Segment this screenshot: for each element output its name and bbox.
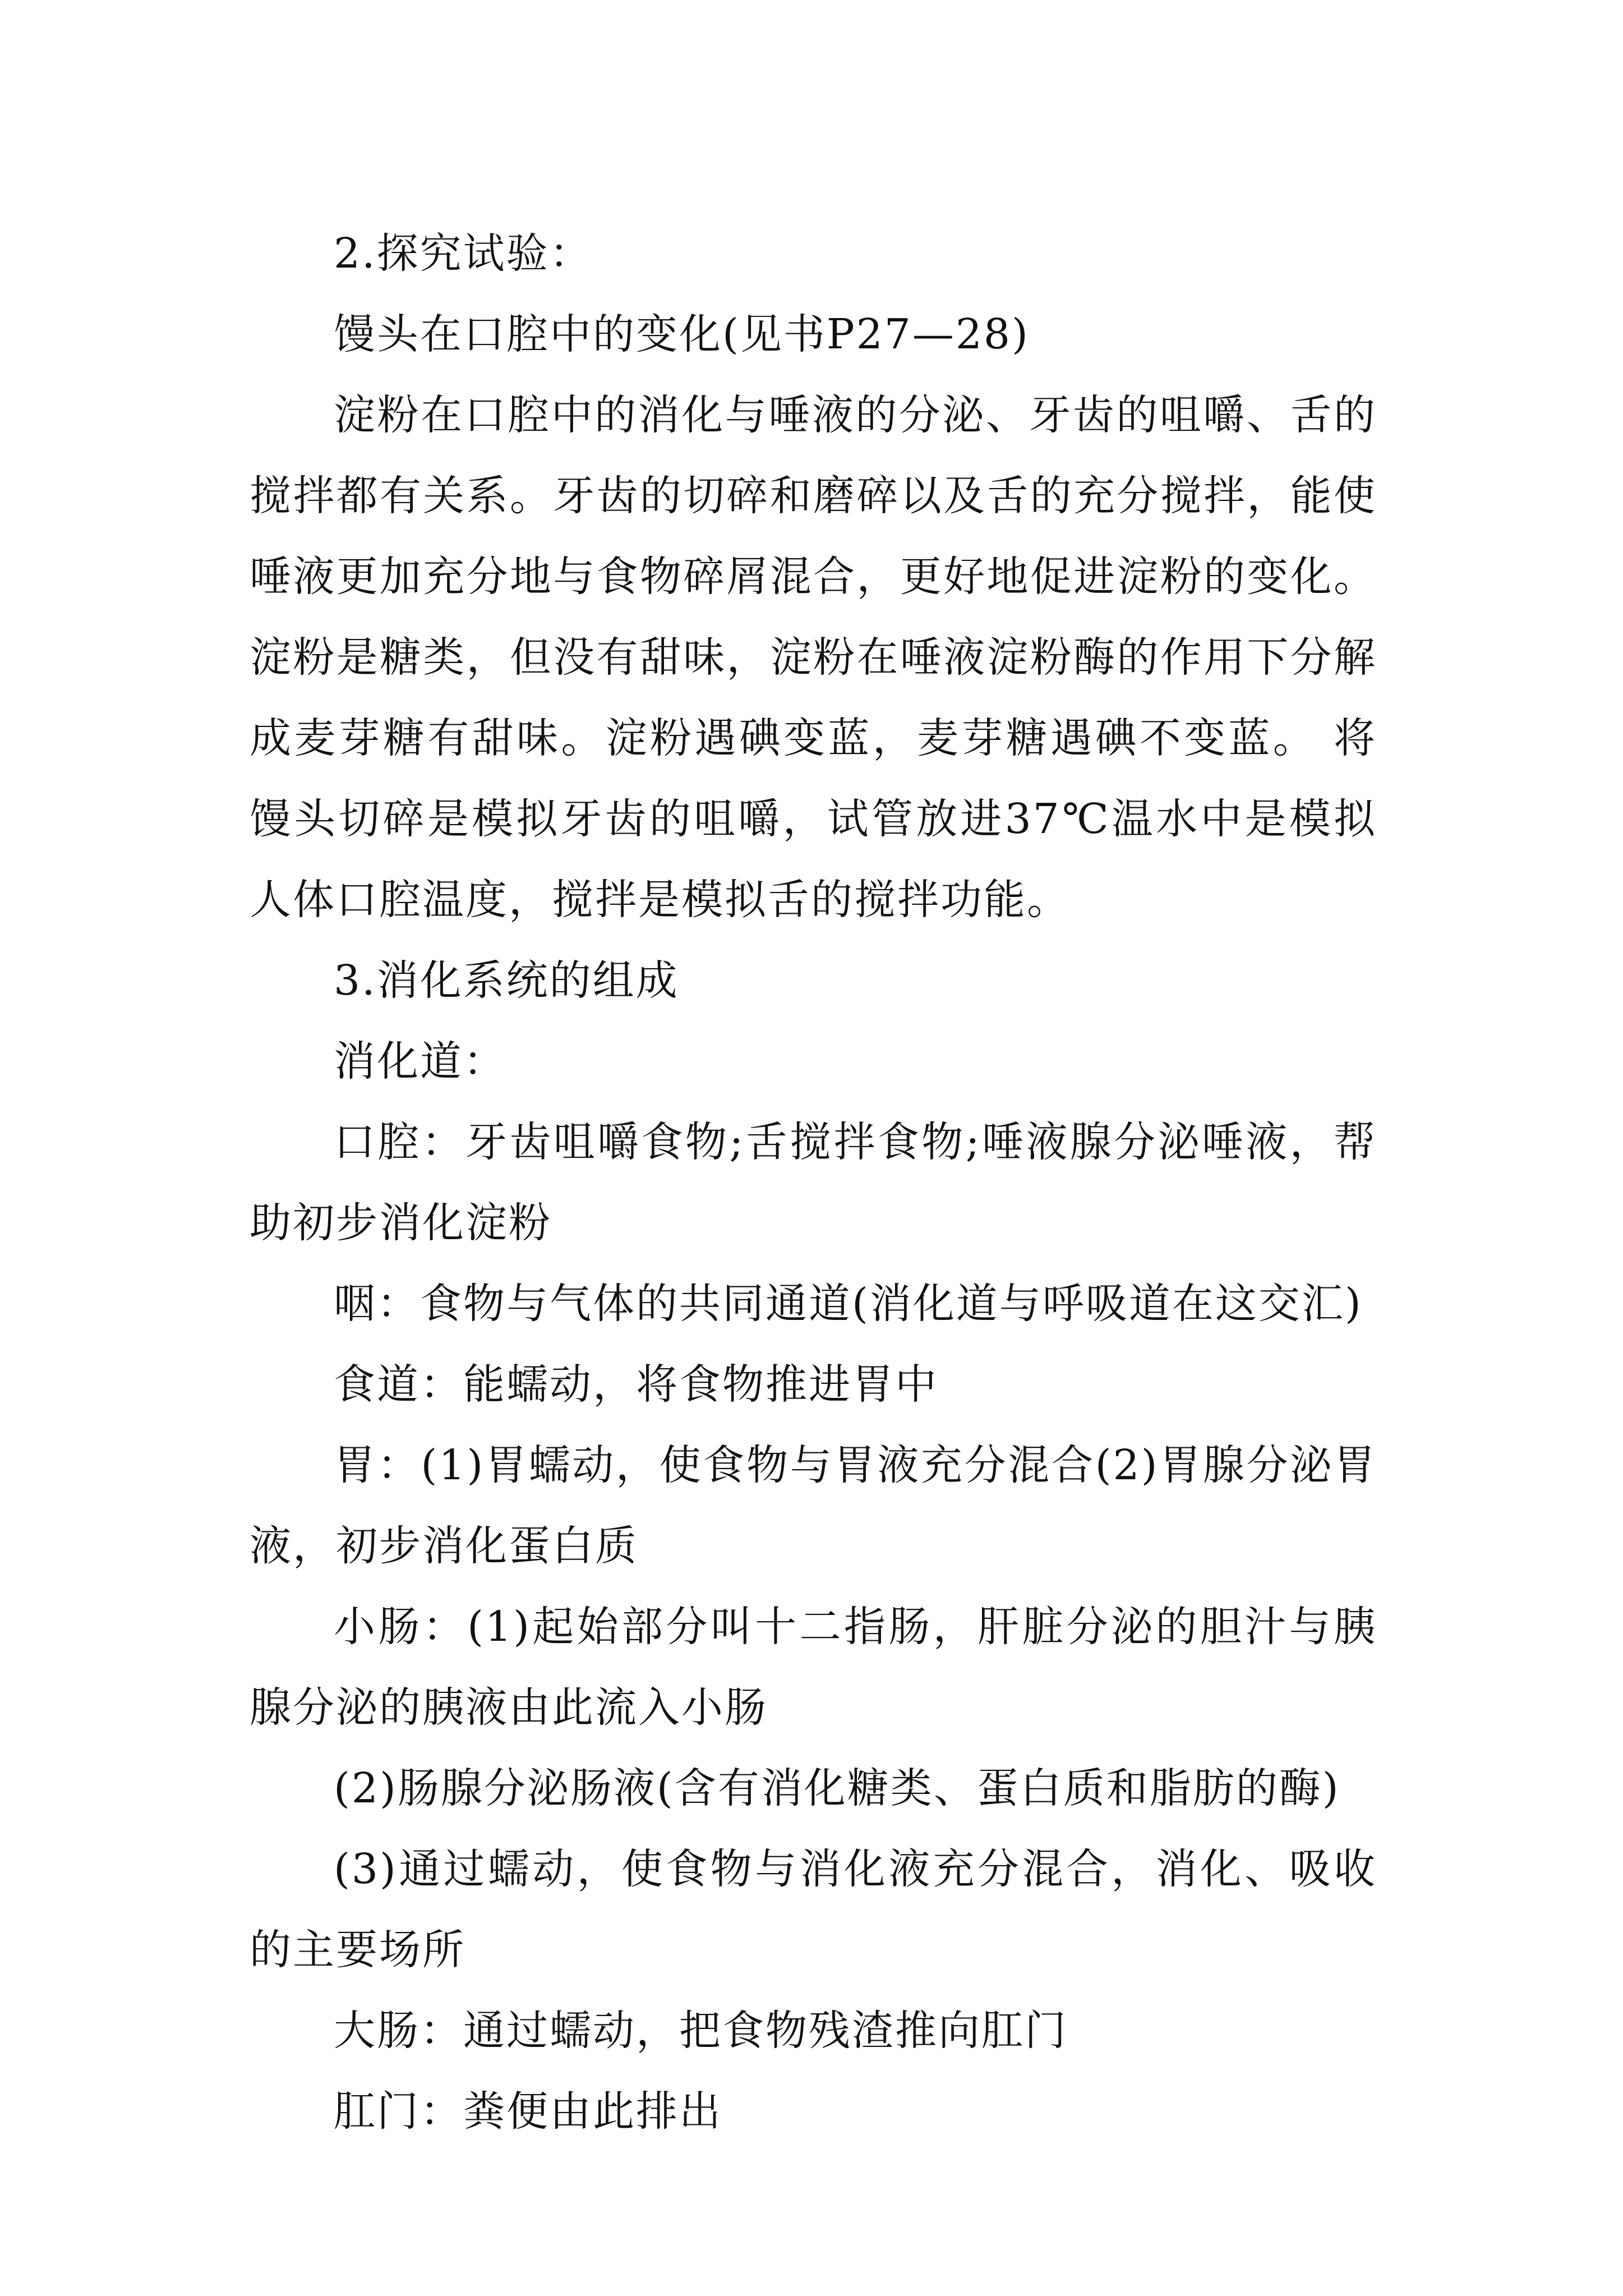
small-intestine-item: 小肠：(1)起始部分叫十二指肠，肝脏分泌的胆汁与胰腺分泌的胰液由此流入小肠 [250,1603,1377,1732]
experiment-title: 馒头在口腔中的变化(见书P27—28) [334,310,1030,358]
starch-digestion-paragraph: 淀粉在口腔中的消化与唾液的分泌、牙齿的咀嚼、舌的搅拌都有关系。牙齿的切碎和磨碎以及舌的充分搅拌，能使唾液更加充分地与食物碎屑混合，更好地促进淀粉的变化。淀粉是糖类，但没有甜味，淀粉在唾液淀粉酶的作用下分解成麦芽糖有甜味。淀粉遇碘变蓝，麦芽糖遇碘不变蓝。 将馒头切碎是模拟牙齿的咀嚼，试管放进37℃温水中是模拟人体口腔温度，搅拌是模拟舌的搅拌功能。 [250,391,1377,924]
digestive-tract-label: 消化道： [334,1037,506,1085]
document-body [250,213,1377,2152]
section-heading-digestive-system: 3.消化系统的组成 [334,956,679,1005]
small-intestine-subitem-3: (3)通过蠕动，使食物与消化液充分混合，消化、吸收的主要场所 [250,1845,1377,1974]
pharynx-item: 咽：食物与气体的共同通道(消化道与呼吸道在这交汇) [334,1280,1363,1328]
section-heading-experiment: 2.探究试验： [334,229,593,278]
small-intestine-subitem-2: (2)肠腺分泌肠液(含有消化糖类、蛋白质和脂肪的酶) [334,1764,1340,1812]
oral-cavity-item: 口腔：牙齿咀嚼食物;舌搅拌食物;唾液腺分泌唾液，帮助初步消化淀粉 [250,1118,1377,1247]
anus-item: 肛门：粪便由此排出 [334,2087,722,2136]
large-intestine-item: 大肠：通过蠕动，把食物残渣推向肛门 [334,2007,1068,2055]
stomach-item: 胃：(1)胃蠕动，使食物与胃液充分混合(2)胃腺分泌胃液，初步消化蛋白质 [250,1441,1377,1570]
esophagus-item: 食道：能蠕动，将食物推进胃中 [334,1360,938,1409]
